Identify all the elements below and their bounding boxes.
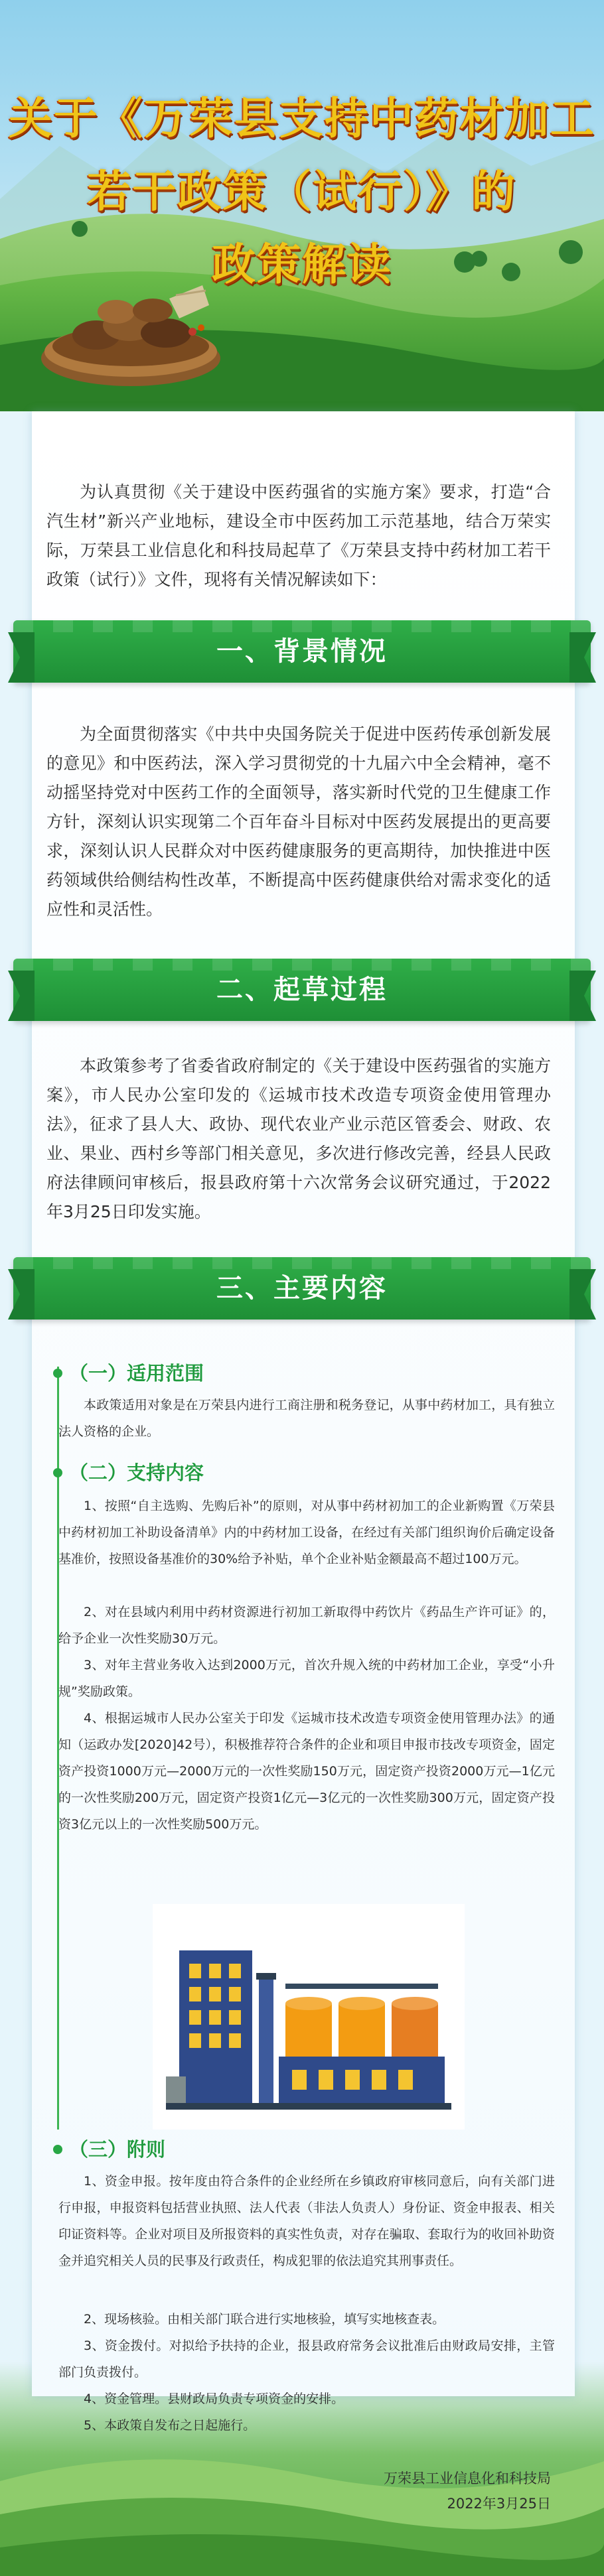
support-item-4: 4、根据运城市人民办公室关于印发《运城市技术改造专项资金使用管理办法》的通知（运政办发[2020]42号），积极推荐符合条件的企业和项目申报市技改专项资金，固定资产投资1000万元—2000万元的一次性奖励150万元，固定资产投资2000万元—1亿元的一次性奖励200万元，固定资产投资1亿元—3亿元的一次性奖励300万元，固定资产投资3亿元以上的一次性奖励500万元。	[58, 1711, 555, 1832]
section-heading: 三、主要内容	[216, 1273, 388, 1304]
section-heading: 一、背景情况	[216, 636, 388, 667]
bullet-icon	[53, 2145, 62, 2154]
subsection-heading-support: （二）支持内容	[69, 1461, 204, 1484]
signature-org: 万荣县工业信息化和科技局	[384, 2471, 551, 2486]
appendix-item-1: 1、资金申报。按年度由符合条件的企业经所在乡镇政府审核同意后，向有关部门进行申报，申报资料包括营业执照、法人代表（非法人负责人）身份证、资金申报表、相关印证资料等。企业对项目及所报资料的真实性负责，对存在骗取、套取行为的收回补助资金并追究相关人员的民事及行政责任，构成犯罪的依法追究其刑事责任。	[58, 2174, 555, 2268]
title-line-2: 若干政策（试行）》的	[87, 166, 517, 217]
section-banner-drafting	[13, 959, 591, 1021]
bullet-icon	[53, 1369, 62, 1378]
background-paragraph: 为全面贯彻落实《中共中央国务院关于促进中医药传承创新发展的意见》和中医药法，深入学习贯彻党的十九届六中全会精神，毫不动摇坚持党对中医药工作的全面领导，落实新时代党的卫生健康工作方针，深刻认识实现第二个百年奋斗目标对中医药发展提出的更高要求，深刻认识人民群众对中医药健康服务的更高期待，加快推进中医药领域供给侧结构性改革，不断提高中医药健康供给对需求变化的适应性和灵活性。	[46, 724, 551, 919]
support-item-2: 2、对在县域内利用中药材资源进行初加工新取得中药饮片《药品生产许可证》的，给予企业一次性奖励30万元。	[58, 1605, 555, 1646]
intro-paragraph: 为认真贯彻《关于建设中医药强省的实施方案》要求，打造“合汽生材”新兴产业地标，建设全市中医药加工示范基地，结合万荣实际，万荣县工业信息化和科技局起草了《万荣县支持中药材加工若干政策（试行）》文件，现将有关情况解读如下：	[46, 482, 551, 589]
signature-date: 2022年3月25日	[447, 2496, 551, 2512]
bullet-icon	[53, 1468, 62, 1477]
subsection-heading-scope: （一）适用范围	[69, 1362, 204, 1385]
title-line-3: 政策解读	[212, 239, 392, 290]
section-banner-background	[13, 620, 591, 683]
factory-illustration-icon	[153, 1904, 465, 2130]
support-item-3: 3、对年主营业务收入达到2000万元，首次升规入统的中药材加工企业，享受“小升规”奖励政策。	[58, 1658, 555, 1699]
appendix-item-3: 3、资金拨付。对拟给予扶持的企业，报县政府常务会议批准后由财政局安排，主管部门负责拨付。	[58, 2339, 555, 2380]
scope-paragraph: 本政策适用对象是在万荣县内进行工商注册和税务登记，从事中药材加工，具有独立法人资格的企业。	[58, 1398, 555, 1439]
support-item-1: 1、按照“自主选购、先购后补”的原则，对从事中药材初加工的企业新购置《万荣县中药材初加工补助设备清单》内的中药材加工设备，在经过有关部门组织询价后确定设备基准价，按照设备基准价的30%给予补贴，单个企业补贴金额最高不超过100万元。	[58, 1499, 555, 1566]
bottom-hills-decoration	[0, 2402, 604, 2576]
subsection-heading-appendix: （三）附则	[69, 2138, 166, 2161]
herb-bowl-icon	[37, 259, 226, 391]
appendix-item-4: 4、资金管理。县财政局负责专项资金的安排。	[84, 2392, 344, 2406]
section-heading: 二、起草过程	[216, 975, 388, 1005]
drafting-paragraph: 本政策参考了省委省政府制定的《关于建设中医药强省的实施方案》，市人民办公室印发的《运城市技术改造专项资金使用管理办法》，征求了县人大、政协、现代农业产业示范区管委会、财政、农业、果业、西村乡等部门相关意见，多次进行修改完善，经县人民政府法律顾问审核后，报县政府第十六次常务会议研究通过，于2022年3月25日印发实施。	[46, 1056, 551, 1221]
appendix-item-2: 2、现场核验。由相关部门联合进行实地核验，填写实地核查表。	[84, 2312, 445, 2327]
hero-header	[0, 0, 604, 411]
appendix-item-5: 5、本政策自发布之日起施行。	[84, 2418, 256, 2433]
section-banner-content	[13, 1257, 591, 1320]
title-line-1: 关于《万荣县支持中药材加工	[9, 93, 595, 144]
